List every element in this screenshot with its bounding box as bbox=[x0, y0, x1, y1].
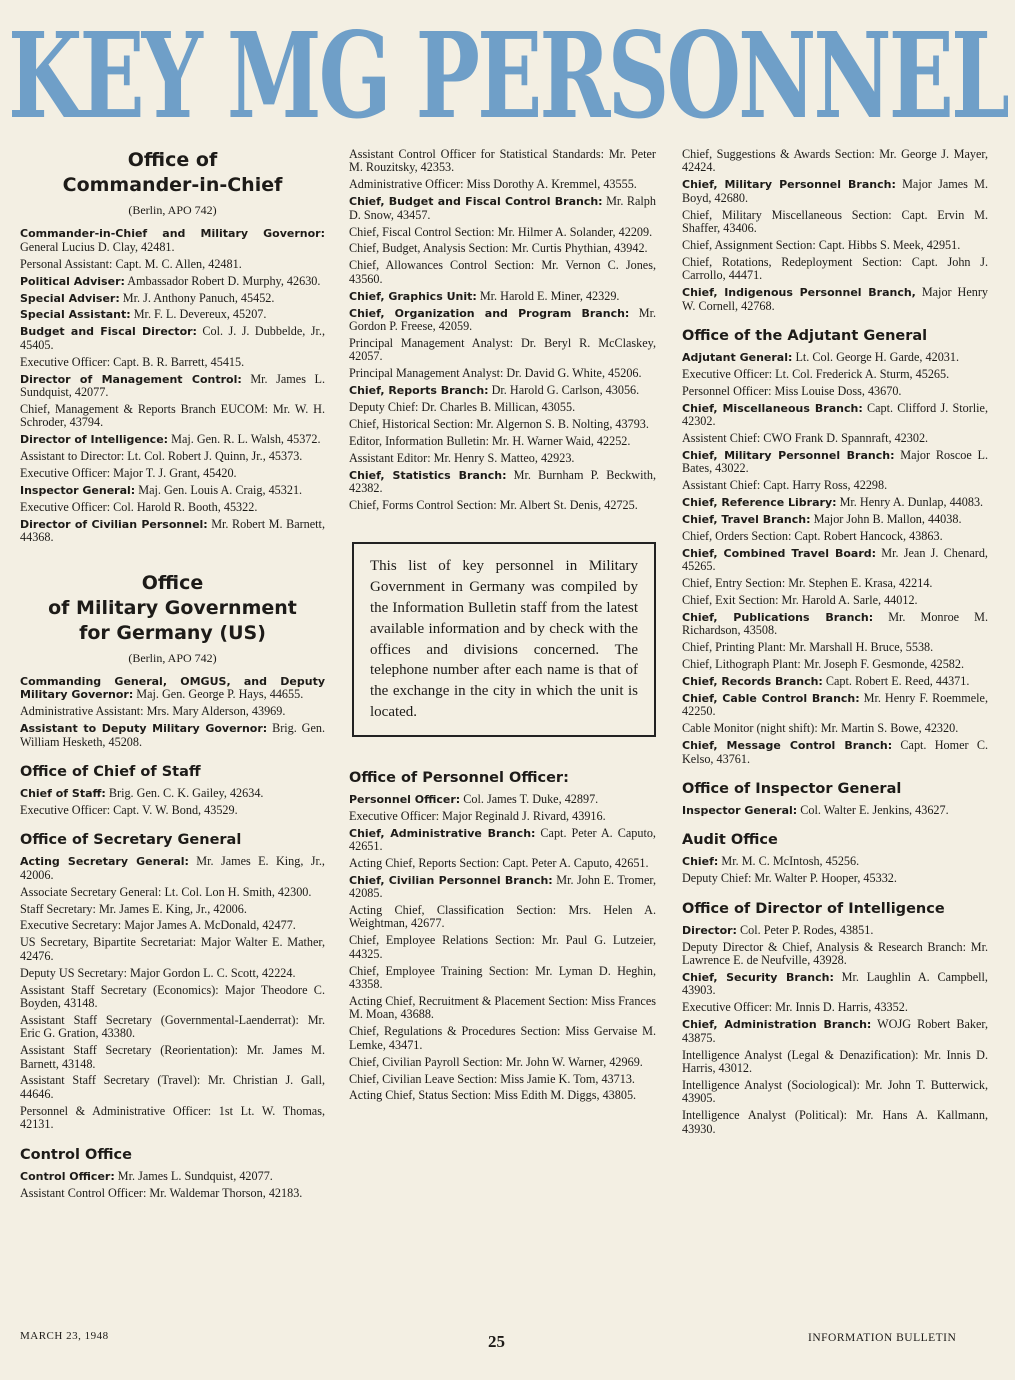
entry-text: Chief, Rotations, Redeployment Section: Capt. John J. Carrollo, 44471. bbox=[682, 254, 988, 283]
personnel-entry bbox=[682, 941, 988, 968]
entry-text: Assistant Control Officer: Mr. Waldemar Thorson, 42183. bbox=[20, 1185, 303, 1200]
personnel-entry bbox=[20, 467, 325, 480]
heading-personnel-officer: Office of Personnel Officer: bbox=[349, 769, 569, 786]
entry-role: Budget and Fiscal Director: bbox=[20, 325, 197, 339]
personnel-entry bbox=[682, 479, 988, 492]
entry-role: Chief, Reference Library: bbox=[682, 496, 837, 510]
entry-text: Mr. James L. Sundquist, 42077. bbox=[20, 371, 325, 399]
entry-text: Executive Officer: Major Reginald J. Rivard, 43916. bbox=[349, 808, 606, 823]
entry-text: Assistant Chief: Capt. Harry Ross, 42298. bbox=[682, 478, 888, 493]
entry-role: Chief, Graphics Unit: bbox=[349, 289, 477, 303]
entry-text: Major Henry W. Cornell, 42768. bbox=[682, 285, 988, 313]
entry-role: Chief, Reports Branch: bbox=[349, 384, 489, 398]
personnel-entry bbox=[682, 239, 988, 252]
entry-text: Deputy US Secretary: Major Gordon L. C. Scott, 42224. bbox=[20, 965, 296, 980]
personnel-entry bbox=[682, 178, 988, 205]
entry-text: Major John B. Mallon, 44038. bbox=[810, 512, 962, 527]
entry-text: Chief, Exit Section: Mr. Harold A. Sarle, 44012. bbox=[682, 593, 918, 608]
entry-text: Mr. Ralph D. Snow, 43457. bbox=[349, 194, 656, 222]
personnel-entry bbox=[682, 530, 988, 543]
personnel-entry bbox=[682, 641, 988, 654]
entry-text: Capt. Clifford J. Storlie, 42302. bbox=[682, 400, 989, 429]
page-number: 25 bbox=[488, 1332, 505, 1351]
entry-text: Chief, Historical Section: Mr. Algernon S. B. Nolting, 43793. bbox=[349, 416, 649, 431]
entry-text: Assistant Staff Secretary (Travel): Mr. Christian J. Gall, 44646. bbox=[20, 1073, 325, 1101]
personnel-entry bbox=[349, 435, 656, 448]
personnel-entry bbox=[20, 675, 325, 702]
entry-text: Capt. Peter A. Caputo, 42651. bbox=[349, 825, 656, 853]
personnel-entry bbox=[349, 367, 656, 380]
entry-text: Mr. M. C. McIntosh, 45256. bbox=[718, 854, 860, 869]
entry-text: Intelligence Analyst (Political): Mr. Hans A. Kallmann, 43930. bbox=[682, 1108, 988, 1136]
personnel-entry bbox=[349, 469, 656, 496]
personnel-entry bbox=[20, 787, 325, 800]
personnel-entry bbox=[682, 804, 988, 817]
heading-director-intelligence: Office of Director of Intelligence bbox=[682, 900, 945, 917]
heading-line: Office of bbox=[127, 149, 218, 171]
entry-text: Chief, Budget, Analysis Section: Mr. Curtis Phythian, 43942. bbox=[349, 241, 648, 256]
personnel-entry bbox=[20, 403, 325, 430]
personnel-entry bbox=[349, 290, 656, 303]
entry-role: Chief: bbox=[682, 855, 719, 869]
entry-text: Chief, Allowances Control Section: Mr. Vernon C. Jones, 43560. bbox=[349, 258, 656, 286]
section-omgus bbox=[20, 675, 325, 749]
personnel-entry bbox=[682, 739, 988, 766]
entry-text: Acting Chief, Classification Section: Mrs. Helen A. Weightman, 42677. bbox=[349, 903, 656, 931]
entry-text: Chief, Entry Section: Mr. Stephen E. Krasa, 42214. bbox=[682, 576, 933, 591]
personnel-entry bbox=[682, 513, 988, 526]
entry-text: Deputy Chief: Mr. Walter P. Hooper, 45332. bbox=[682, 871, 897, 886]
personnel-entry bbox=[349, 195, 656, 222]
personnel-entry bbox=[682, 722, 988, 735]
entry-text: Chief, Civilian Payroll Section: Mr. John W. Warner, 42969. bbox=[349, 1054, 643, 1069]
entry-text: Brig. Gen. C. K. Gailey, 42634. bbox=[105, 785, 264, 800]
personnel-entry bbox=[682, 971, 988, 998]
personnel-entry bbox=[349, 827, 656, 854]
personnel-entry bbox=[682, 1049, 988, 1076]
footer-date: MARCH 23, 1948 bbox=[20, 1330, 109, 1342]
personnel-entry bbox=[20, 804, 325, 817]
heading-secretary-general: Office of Secretary General bbox=[20, 832, 242, 849]
entry-text: Chief, Lithograph Plant: Mr. Joseph F. Gesmonde, 42582. bbox=[682, 657, 965, 672]
entry-text: Capt. Robert E. Reed, 44371. bbox=[822, 674, 970, 689]
entry-text: Mr. Henry A. Dunlap, 44083. bbox=[836, 495, 984, 510]
entry-text: Cable Monitor (night shift): Mr. Martin S. Bowe, 42320. bbox=[682, 721, 959, 736]
personnel-entry bbox=[20, 984, 325, 1011]
entry-text: Chief, Orders Section: Capt. Robert Hancock, 43863. bbox=[682, 528, 943, 543]
entry-text: Intelligence Analyst (Sociological): Mr. John T. Butterwick, 43905. bbox=[682, 1077, 988, 1106]
section-director-intelligence bbox=[682, 924, 988, 1136]
entry-role: Personnel Officer: bbox=[349, 792, 461, 806]
personnel-entry bbox=[20, 292, 325, 305]
column-3 bbox=[682, 148, 988, 1139]
column-1 bbox=[20, 148, 325, 1203]
entry-role: Chief of Staff: bbox=[20, 786, 106, 800]
personnel-entry bbox=[349, 178, 656, 191]
entry-text: Associate Secretary General: Lt. Col. Lon H. Smith, 42300. bbox=[20, 884, 312, 899]
personnel-entry bbox=[682, 368, 988, 381]
entry-text: Deputy Director & Chief, Analysis & Research Branch: Mr. Lawrence E. de Neufville, 43928. bbox=[682, 939, 988, 968]
entry-role: Chief, Budget and Fiscal Control Branch: bbox=[349, 195, 603, 209]
personnel-entry bbox=[682, 675, 988, 688]
personnel-entry bbox=[20, 450, 325, 463]
personnel-entry bbox=[20, 325, 325, 352]
entry-text: Personal Assistant: Capt. M. C. Allen, 42481. bbox=[20, 256, 242, 271]
section-personnel-cont bbox=[682, 148, 988, 313]
entry-text: Acting Chief, Reports Section: Capt. Peter A. Caputo, 42651. bbox=[349, 855, 649, 870]
section-adjutant-general bbox=[682, 351, 988, 766]
personnel-entry bbox=[349, 226, 656, 239]
location-cic: (Berlin, APO 742) bbox=[128, 203, 217, 217]
entry-text: Mr. Harold E. Miner, 42329. bbox=[476, 288, 620, 303]
personnel-entry bbox=[349, 418, 656, 431]
entry-role: Director of Civilian Personnel: bbox=[20, 517, 208, 531]
entry-text: Major Roscoe L. Bates, 43022. bbox=[682, 447, 989, 476]
heading-line: Office bbox=[141, 571, 204, 594]
entry-text: Col. Walter E. Jenkins, 43627. bbox=[797, 803, 949, 818]
entry-text: WOJG Robert Baker, 43875. bbox=[682, 1017, 988, 1045]
heading-line: of Military Government bbox=[48, 596, 297, 619]
heading-cic bbox=[20, 148, 325, 198]
entry-text: Chief, Employee Relations Section: Mr. Paul G. Lutzeier, 44325. bbox=[349, 933, 656, 961]
entry-role: Chief, Message Control Branch: bbox=[682, 739, 893, 753]
entry-role: Special Assistant: bbox=[20, 308, 131, 322]
entry-text: Mr. James E. King, Jr., 42006. bbox=[20, 854, 325, 882]
heading-omgus bbox=[20, 571, 325, 646]
footer-publication: INFORMATION BULLETIN bbox=[808, 1332, 957, 1344]
entry-role: Chief, Statistics Branch: bbox=[349, 468, 507, 482]
personnel-entry bbox=[349, 307, 656, 334]
section-personnel-officer bbox=[349, 793, 656, 1103]
personnel-entry bbox=[20, 1105, 325, 1132]
entry-text: Assistant to Director: Lt. Col. Robert J. Quinn, Jr., 45373. bbox=[20, 449, 303, 464]
entry-role: Chief, Administration Branch: bbox=[682, 1018, 872, 1032]
personnel-entry bbox=[682, 449, 988, 476]
section-inspector-general bbox=[682, 804, 988, 817]
entry-role: Special Adviser: bbox=[20, 291, 120, 305]
entry-text: Mr. Robert M. Barnett, 44368. bbox=[20, 516, 325, 545]
personnel-entry bbox=[349, 148, 656, 175]
entry-role: Assistant to Deputy Military Governor: bbox=[20, 722, 268, 736]
entry-text: Dr. Harold G. Carlson, 43056. bbox=[488, 383, 640, 398]
masthead bbox=[8, 18, 1008, 134]
personnel-entry bbox=[682, 496, 988, 509]
heading-inspector-general: Office of Inspector General bbox=[682, 781, 902, 798]
section-cic bbox=[20, 227, 325, 544]
entry-role: Chief, Organization and Program Branch: bbox=[349, 306, 630, 320]
entry-text: Assistant Staff Secretary (Reorientation): Mr. James M. Barnett, 43148. bbox=[20, 1043, 325, 1071]
heading-control-office: Control Office bbox=[20, 1146, 132, 1163]
entry-text: Deputy Chief: Dr. Charles B. Millican, 43055. bbox=[349, 400, 576, 414]
entry-text: Assistent Chief: CWO Frank D. Spannraft, 42302. bbox=[682, 431, 929, 445]
personnel-entry bbox=[349, 793, 656, 806]
entry-text: Mr. Laughlin A. Campbell, 43903. bbox=[682, 969, 988, 998]
entry-text: Mr. Jean J. Chenard, 45265. bbox=[682, 545, 988, 574]
personnel-entry bbox=[20, 903, 325, 916]
personnel-entry bbox=[682, 148, 988, 175]
personnel-entry bbox=[349, 384, 656, 397]
entry-role: Adjutant General: bbox=[682, 350, 793, 364]
personnel-entry bbox=[682, 1001, 988, 1014]
personnel-entry bbox=[349, 874, 656, 901]
personnel-entry bbox=[349, 499, 656, 512]
entry-text: Executive Officer: Lt. Col. Frederick A. Sturm, 45265. bbox=[682, 366, 950, 381]
entry-text: Personnel Officer: Miss Louise Doss, 43670. bbox=[682, 383, 902, 398]
personnel-entry bbox=[349, 810, 656, 823]
entry-text: Executive Officer: Capt. B. R. Barrett, 45415. bbox=[20, 354, 245, 369]
personnel-entry bbox=[349, 1089, 656, 1102]
entry-text: Mr. James L. Sundquist, 42077. bbox=[114, 1168, 273, 1183]
entry-role: Political Adviser: bbox=[20, 274, 125, 288]
personnel-entry bbox=[20, 705, 325, 718]
entry-role: Inspector General: bbox=[682, 804, 798, 818]
entry-text: Ambassador Robert D. Murphy, 42630. bbox=[124, 273, 321, 288]
entry-text: Acting Chief, Recruitment & Placement Section: Miss Frances M. Moan, 43688. bbox=[349, 994, 656, 1022]
entry-text: Executive Officer: Mr. Innis D. Harris, 43352. bbox=[682, 1000, 908, 1015]
personnel-entry bbox=[20, 518, 325, 545]
entry-text: Brig. Gen. William Hesketh, 45208. bbox=[20, 721, 325, 749]
entry-role: Chief, Miscellaneous Branch: bbox=[682, 401, 863, 415]
personnel-entry bbox=[20, 1074, 325, 1101]
entry-text: Personnel & Administrative Officer: 1st Lt. W. Thomas, 42131. bbox=[20, 1103, 325, 1132]
personnel-entry bbox=[20, 308, 325, 321]
entry-role: Inspector General: bbox=[20, 483, 136, 497]
entry-text: Mr. Gordon P. Freese, 42059. bbox=[349, 305, 656, 333]
personnel-entry bbox=[682, 1018, 988, 1045]
entry-role: Commander-in-Chief and Military Governor: bbox=[20, 227, 325, 241]
personnel-entry bbox=[682, 256, 988, 283]
personnel-entry bbox=[682, 658, 988, 671]
location-omgus: (Berlin, APO 742) bbox=[128, 650, 217, 665]
personnel-entry bbox=[682, 385, 988, 398]
personnel-entry bbox=[682, 1079, 988, 1106]
entry-text: Chief, Military Miscellaneous Section: Capt. Ervin M. Shaffer, 43406. bbox=[682, 207, 988, 236]
entry-text: Mr. F. L. Devereux, 45207. bbox=[130, 307, 267, 322]
entry-role: Chief, Cable Control Branch: bbox=[682, 692, 860, 705]
heading-line: Commander-in-Chief bbox=[62, 174, 283, 196]
personnel-entry bbox=[349, 1056, 656, 1069]
personnel-entry bbox=[20, 967, 325, 980]
entry-text: Staff Secretary: Mr. James E. King, Jr., 42006. bbox=[20, 901, 247, 916]
entry-role: Chief, Records Branch: bbox=[682, 675, 823, 689]
entry-text: Capt. Homer C. Kelso, 43761. bbox=[682, 738, 988, 766]
personnel-entry bbox=[349, 242, 656, 255]
personnel-entry bbox=[682, 1109, 988, 1136]
personnel-entry bbox=[682, 432, 988, 445]
entry-text: Mr. J. Anthony Panuch, 45452. bbox=[119, 290, 275, 305]
personnel-entry bbox=[20, 258, 325, 271]
personnel-entry bbox=[682, 692, 988, 719]
entry-role: Chief, Civilian Personnel Branch: bbox=[349, 873, 553, 887]
personnel-entry bbox=[349, 857, 656, 870]
personnel-entry bbox=[682, 872, 988, 885]
section-control-office bbox=[20, 1170, 325, 1200]
personnel-entry bbox=[20, 1014, 325, 1041]
entry-text: Chief, Printing Plant: Mr. Marshall H. Bruce, 5538. bbox=[682, 640, 934, 655]
entry-role: Director of Management Control: bbox=[20, 372, 242, 386]
entry-role: Chief, Security Branch: bbox=[682, 970, 834, 984]
personnel-entry bbox=[682, 402, 988, 429]
personnel-entry bbox=[349, 1073, 656, 1086]
column-2 bbox=[349, 148, 656, 1106]
personnel-entry bbox=[20, 433, 325, 446]
personnel-entry bbox=[20, 722, 325, 749]
entry-text: Principal Management Analyst: Dr. Beryl R. McClaskey, 42057. bbox=[349, 335, 656, 364]
entry-text: Chief, Civilian Leave Section: Miss Jamie K. Tom, 43713. bbox=[349, 1071, 635, 1086]
entry-text: Mr. John E. Tromer, 42085. bbox=[349, 872, 656, 901]
personnel-entry bbox=[20, 919, 325, 932]
entry-role: Chief, Combined Travel Board: bbox=[682, 546, 877, 560]
personnel-entry bbox=[349, 965, 656, 992]
personnel-entry bbox=[20, 501, 325, 514]
entry-text: Assistant Staff Secretary (Governmental-Laenderrat): Mr. Eric G. Gration, 43380. bbox=[20, 1012, 325, 1041]
entry-text: Chief, Suggestions & Awards Section: Mr. George J. Mayer, 42424. bbox=[682, 147, 988, 175]
notice-box: This list of key personnel in Military Government in Germany was compiled by the Information Bulletin staff from the latest available information and by check with the offices and divisions concerned. The telephone number after each name is that of the exchange in the city in which the unit is located. bbox=[352, 542, 656, 736]
entry-text: Lt. Col. George H. Garde, 42031. bbox=[792, 349, 960, 364]
personnel-entry bbox=[349, 995, 656, 1022]
entry-text: Col. Peter P. Rodes, 43851. bbox=[736, 922, 874, 937]
entry-text: Executive Officer: Capt. V. W. Bond, 43529. bbox=[20, 802, 238, 817]
entry-role: Acting Secretary General: bbox=[20, 855, 189, 869]
personnel-entry bbox=[20, 886, 325, 899]
personnel-entry bbox=[682, 547, 988, 574]
personnel-entry bbox=[349, 259, 656, 286]
entry-text: Principal Management Analyst: Dr. David G. White, 45206. bbox=[349, 366, 642, 381]
entry-role: Director: bbox=[682, 923, 737, 937]
entry-text: Executive Secretary: Major James A. McDonald, 42477. bbox=[20, 918, 296, 933]
entry-role: Chief, Military Personnel Branch: bbox=[682, 448, 895, 462]
personnel-entry bbox=[20, 855, 325, 882]
heading-line: for Germany (US) bbox=[79, 621, 266, 644]
personnel-entry bbox=[20, 484, 325, 497]
entry-role: Chief, Administrative Branch: bbox=[349, 826, 536, 840]
heading-audit-office: Audit Office bbox=[682, 832, 778, 849]
personnel-entry bbox=[349, 904, 656, 931]
entry-text: Executive Officer: Major T. J. Grant, 45420. bbox=[20, 466, 237, 480]
entry-text: Mr. Burnham P. Beckwith, 42382. bbox=[349, 467, 656, 496]
entry-text: Intelligence Analyst (Legal & Denazification): Mr. Innis D. Harris, 43012. bbox=[682, 1047, 988, 1075]
entry-text: Col. James T. Duke, 42897. bbox=[460, 791, 599, 806]
heading-adjutant-general: Office of the Adjutant General bbox=[682, 327, 928, 344]
personnel-entry bbox=[20, 936, 325, 963]
entry-text: Chief, Forms Control Section: Mr. Albert St. Denis, 42725. bbox=[349, 497, 638, 512]
personnel-entry bbox=[20, 227, 325, 254]
entry-text: Administrative Assistant: Mrs. Mary Alderson, 43969. bbox=[20, 704, 286, 719]
entry-text: Chief, Management & Reports Branch EUCOM: Mr. W. H. Schroder, 43794. bbox=[20, 401, 325, 430]
personnel-entry bbox=[682, 286, 988, 313]
entry-text: Maj. Gen. George P. Hays, 44655. bbox=[133, 687, 304, 702]
entry-text: Chief, Regulations & Procedures Section: Miss Gervaise M. Lemke, 43471. bbox=[349, 1024, 656, 1052]
entry-role: Control Officer: bbox=[20, 1169, 115, 1183]
personnel-entry bbox=[20, 373, 325, 400]
section-secretary-general bbox=[20, 855, 325, 1131]
entry-text: Col. J. J. Dubbelde, Jr., 45405. bbox=[20, 324, 325, 352]
personnel-entry bbox=[682, 594, 988, 607]
personnel-entry bbox=[20, 1044, 325, 1071]
entry-text: Mr. Henry F. Roemmele, 42250. bbox=[682, 691, 988, 719]
entry-role: Chief, Indigenous Personnel Branch, bbox=[682, 286, 916, 300]
entry-text: Major James M. Boyd, 42680. bbox=[682, 177, 988, 205]
entry-text: General Lucius D. Clay, 42481. bbox=[20, 239, 175, 254]
entry-text: Maj. Gen. Louis A. Craig, 45321. bbox=[135, 482, 303, 497]
masthead-title: KEY MG PERSONNEL bbox=[8, 18, 1008, 134]
heading-chief-of-staff: Office of Chief of Staff bbox=[20, 763, 201, 780]
section-audit-office bbox=[682, 855, 988, 885]
entry-text: Acting Chief, Status Section: Miss Edith M. Diggs, 43805. bbox=[349, 1088, 637, 1103]
entry-text: Assistant Control Officer for Statistical Standards: Mr. Peter M. Rouzitsky, 42353. bbox=[349, 147, 656, 175]
entry-role: Chief, Travel Branch: bbox=[682, 513, 811, 527]
personnel-entry bbox=[682, 855, 988, 868]
personnel-entry bbox=[349, 1025, 656, 1052]
entry-role: Chief, Publications Branch: bbox=[682, 610, 874, 624]
entry-text: Editor, Information Bulletin: Mr. H. Warner Waid, 42252. bbox=[349, 433, 631, 448]
entry-role: Chief, Military Personnel Branch: bbox=[682, 178, 896, 192]
personnel-entry bbox=[682, 351, 988, 364]
personnel-entry bbox=[20, 1170, 325, 1183]
entry-text: US Secretary, Bipartite Secretariat: Major Walter E. Mather, 42476. bbox=[20, 935, 325, 963]
personnel-entry bbox=[349, 452, 656, 465]
entry-role: Commanding General, OMGUS, and Deputy Military Governor: bbox=[20, 674, 325, 702]
entry-role: Director of Intelligence: bbox=[20, 433, 169, 447]
personnel-entry bbox=[20, 1187, 325, 1200]
personnel-entry bbox=[349, 337, 656, 364]
entry-text: Assistant Staff Secretary (Economics): Major Theodore C. Boyden, 43148. bbox=[20, 982, 325, 1010]
entry-text: Chief, Employee Training Section: Mr. Lyman D. Heghin, 43358. bbox=[349, 963, 656, 992]
entry-text: Chief, Fiscal Control Section: Mr. Hilmer A. Solander, 42209. bbox=[349, 224, 653, 239]
personnel-entry bbox=[20, 275, 325, 288]
personnel-entry bbox=[349, 401, 656, 414]
section-control-cont bbox=[349, 148, 656, 512]
entry-text: Executive Officer: Col. Harold R. Booth, 45322. bbox=[20, 499, 258, 514]
entry-text: Assistant Editor: Mr. Henry S. Matteo, 42923. bbox=[349, 450, 575, 465]
entry-text: Chief, Assignment Section: Capt. Hibbs S. Meek, 42951. bbox=[682, 237, 961, 252]
personnel-entry bbox=[682, 611, 988, 638]
section-chief-of-staff bbox=[20, 787, 325, 817]
entry-text: Mr. Monroe M. Richardson, 43508. bbox=[682, 609, 988, 638]
personnel-entry bbox=[349, 934, 656, 961]
personnel-entry bbox=[682, 577, 988, 590]
personnel-entry bbox=[682, 924, 988, 937]
personnel-entry bbox=[682, 209, 988, 236]
entry-text: Maj. Gen. R. L. Walsh, 45372. bbox=[168, 432, 321, 447]
entry-text: Administrative Officer: Miss Dorothy A. Kremmel, 43555. bbox=[349, 177, 637, 192]
personnel-entry bbox=[20, 356, 325, 369]
